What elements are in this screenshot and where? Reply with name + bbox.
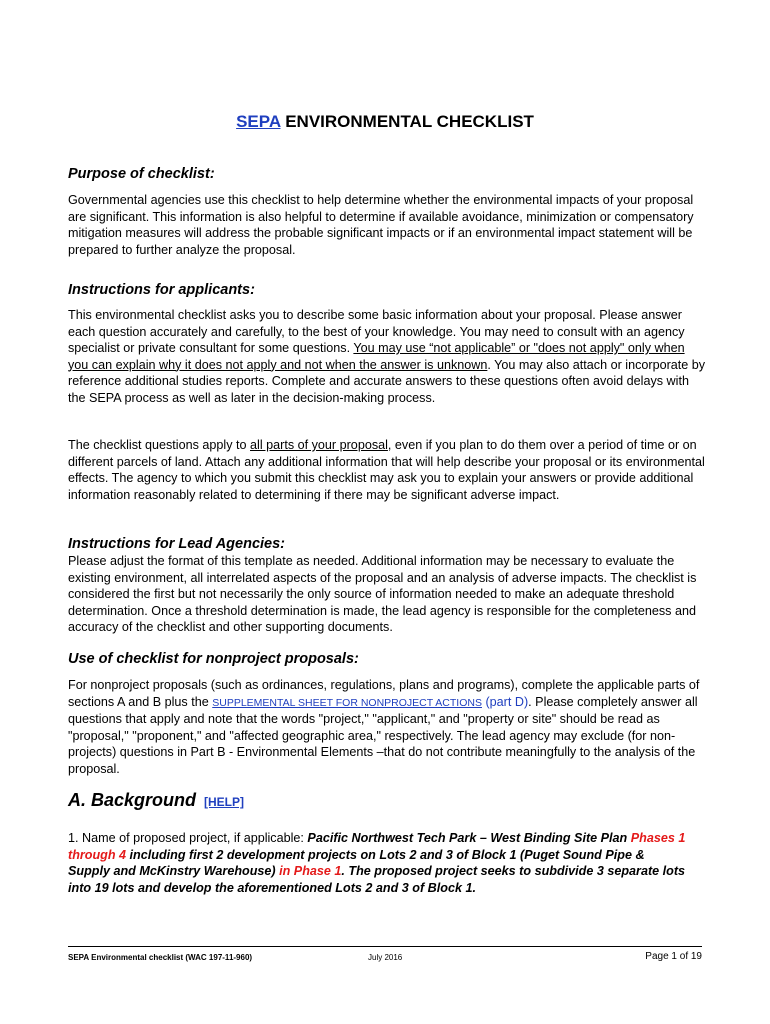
purpose-text: Governmental agencies use this checklist to help determine whether the environmental impacts of your proposal are significant. This information is also helpful to determine if available avoidance, minimization or compensatory mitigation measures will address the probable significant impacts or if an environmental impact statement will be prepared to further analyze the proposal. <box>68 193 694 257</box>
applicants-heading: Instructions for applicants: <box>68 282 255 298</box>
applicants-p2-text: The checklist questions apply to <box>68 438 251 452</box>
nonproject-heading: Use of checklist for nonproject proposals: <box>68 651 359 667</box>
answer-text-3: . The proposed project seeks to subdivide 3 separate lots into 19 lots and develop the aforementioned Lots 2 and 3 of Block 1. <box>68 864 686 895</box>
applicants-p2-text-end: , even if you plan to do them over a period of time or on different parcels of land. Attach any additional information that will help describe your proposal or its environmental effects. The agency to which you submit this checklist may ask you to explain your answers or provide additional information reasonably related to determining if there may be significant adverse impact. <box>68 438 705 502</box>
nonproject-text-start: For nonproject proposals (such as ordinances, regulations, plans and programs), complete the applicable parts of sections A and B plus the <box>68 678 700 709</box>
footer-document-name: SEPA Environmental checklist (WAC 197-11-960) <box>68 953 253 962</box>
question-1-label: 1. Name of proposed project, if applicable: <box>68 831 308 845</box>
answer-text-1: Pacific Northwest Tech Park – West Binding Site Plan <box>307 831 631 845</box>
footer-date: July 2016 <box>368 953 403 962</box>
nonproject-text <box>68 677 708 777</box>
page-footer <box>68 946 702 967</box>
applicants-paragraph-2 <box>68 437 708 503</box>
supplemental-sheet-link[interactable]: SUPPLEMENTAL SHEET FOR NONPROJECT ACTIONS <box>212 696 482 709</box>
nonproject-text-end: . Please completely answer all questions that apply and note that the words "project," "applicant," and "property or site" should be read as "proposal," "proponent," and "affected geographic area," respectively. The lead agency may exclude (for non-projects) questions in Part B - Environmental Elements –that do not contribute meaningfully to the analysis of the proposal. <box>68 694 698 776</box>
answer-red-phase-1: in Phase 1 <box>279 864 342 878</box>
page-title <box>0 112 770 132</box>
question-1 <box>68 830 688 896</box>
answer-red-phases: Phases 1 through 4 <box>68 831 686 862</box>
answer-text-2: including first 2 development projects on Lots 2 and 3 of Block 1 (Puget Sound Pipe & Supply and McKinstry Warehouse) <box>68 847 645 878</box>
applicants-p1-text-end: . You may also attach or incorporate by reference additional studies reports. Complete and accurate answers to these questions often avoid delays with the SEPA process as well as later in the decision-making process. <box>68 357 706 405</box>
background-heading-text: A. Background <box>68 790 197 810</box>
applicants-p2-underlined: all parts of your proposal <box>250 438 388 452</box>
footer-page-number: Page 1 of 19 <box>645 951 702 962</box>
background-heading <box>68 790 244 811</box>
applicants-p1-text: This environmental checklist asks you to describe some basic information about your proposal. Please answer each question accurately and carefully, to the best of your knowledge. You may need to consult with an agency specialist or private consultant for some questions. <box>68 308 685 355</box>
purpose-heading: Purpose of checklist: <box>68 166 215 182</box>
applicants-p1-underlined: You may use “not applicable” or "does not apply" only when you can explain why it does not apply and not when the answer is unknown <box>68 341 685 372</box>
help-link[interactable]: [HELP] <box>204 795 245 809</box>
applicants-paragraph-1 <box>68 307 708 406</box>
part-d-link[interactable]: (part D) <box>481 694 529 709</box>
sepa-link[interactable]: SEPA <box>236 112 281 131</box>
lead-agencies-heading: Instructions for Lead Agencies: <box>68 536 285 552</box>
title-text: ENVIRONMENTAL CHECKLIST <box>280 112 534 131</box>
lead-agencies-text: Please adjust the format of this template as needed. Additional information may be necessary to evaluate the existing environment, all interrelated aspects of the proposal and an analysis of adverse impacts. The checklist is considered the first but not necessarily the only source of information needed to make an adequate threshold determination. Once a threshold determination is made, the lead agency is responsible for the completeness and accuracy of the checklist and other supporting documents. <box>68 554 697 634</box>
